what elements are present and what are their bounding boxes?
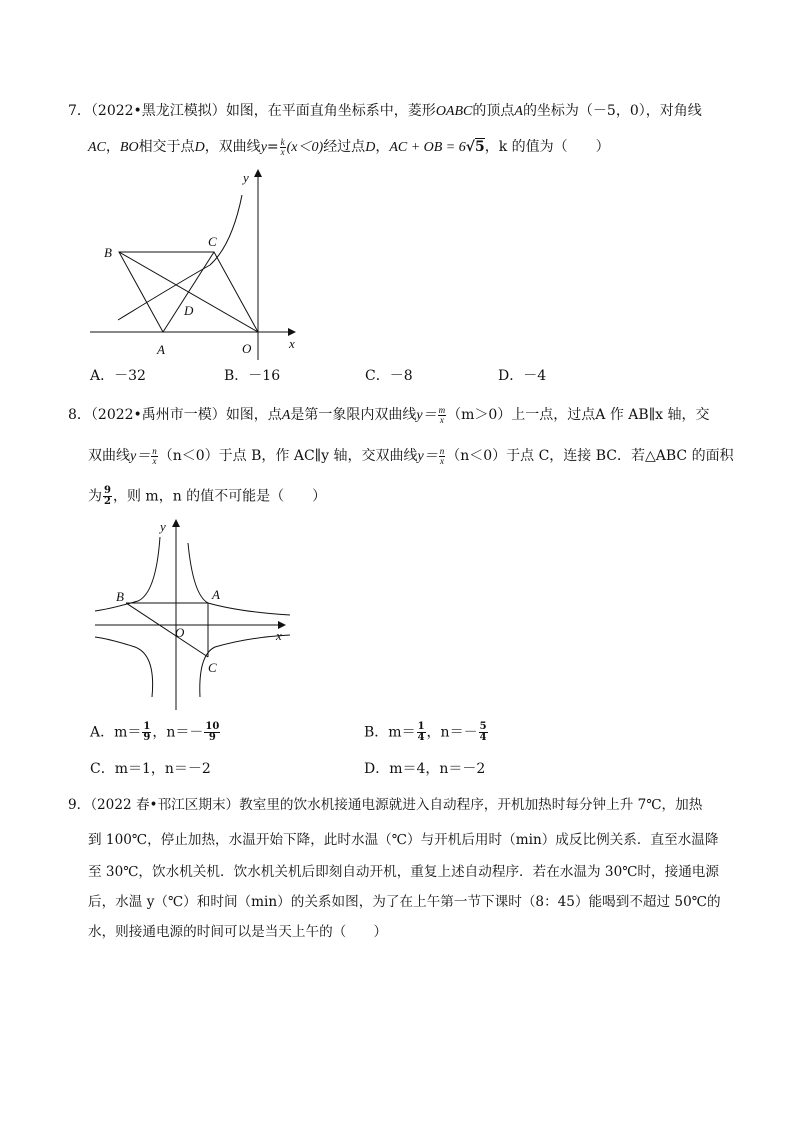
q8-frac-m: m	[438, 404, 446, 415]
q7-label-x: x	[289, 336, 295, 351]
q8-y3: y＝	[417, 449, 438, 464]
q8-opt-a-mid: ，n＝－	[152, 724, 204, 741]
q8-opt-a-m-den: 9	[143, 732, 151, 743]
q8-opt-a-n-num: 10	[205, 721, 220, 732]
q8-y1: y＝	[416, 408, 437, 423]
q8-frac-x: x	[439, 414, 444, 425]
q8-label-c: C	[208, 660, 217, 675]
q7-option-a[interactable]: A．－32	[90, 368, 146, 384]
q8-opt-b-m-den: 4	[417, 732, 425, 743]
q8-opt-a-m-num: 1	[143, 721, 151, 732]
q8-area-den: 2	[104, 496, 111, 507]
q7-figure	[80, 165, 310, 365]
q8-option-d[interactable]: D．m＝4，n＝－2	[364, 761, 486, 777]
q7-line1	[68, 101, 702, 122]
q7-label-b: B	[104, 245, 112, 260]
q8-label-x: x	[276, 628, 282, 643]
q8-text-1b: 是第一象限内双曲线	[290, 407, 417, 423]
q7-sqrt-value: 5	[474, 139, 485, 155]
q8-text-2a: 双曲线	[88, 448, 130, 464]
q7-text: 如图，在平面直角坐标系中，菱形	[225, 103, 436, 119]
q7-text-2c: 经过点	[323, 139, 366, 155]
q7-number: 7．	[68, 103, 91, 119]
q8-label-b: B	[116, 589, 124, 604]
q7-label-a: A	[157, 342, 165, 357]
q7-hyper-k: k	[280, 136, 285, 147]
q8-option-b[interactable]	[364, 722, 489, 743]
q7-label-d: D	[184, 303, 194, 318]
q7-line2: AC，BO相交于点D，双曲线y= $\frac{k}{x}$ (x＜0)经过点D，AC + OB = 6√5，k 的值为（ ）	[88, 136, 610, 157]
q7-sqrt: √5	[465, 139, 485, 155]
q8-line3	[88, 486, 326, 507]
q8-cond-n: （n＜0）于点 B，作 AC∥y 轴，交双曲线	[158, 448, 418, 464]
q9-line2: 到 100℃，停止加热，水温开始下降，此时水温（℃）与开机后用时（min）成反比例关系．直至水温降	[88, 832, 719, 848]
q7-ac: AC	[88, 140, 106, 155]
q7-hyper-x: x	[280, 146, 285, 157]
q8-opt-b-m-num: 1	[417, 721, 425, 732]
q8-opt-a-pre: A．m＝	[90, 724, 142, 741]
q8-source: （2022•禹州市一模）	[90, 407, 226, 423]
q8-opt-b-mid: ，n＝－	[426, 724, 478, 741]
q7-bo: BO	[119, 140, 139, 155]
q7-hyper-cond: (x＜0)	[286, 140, 324, 155]
q8-label-a: A	[212, 587, 220, 602]
q8-point-a: A	[281, 408, 291, 423]
q9-line1: 9．（2022 春•邗江区期末）教室里的饮水机接通电源就进入自动程序，开机加热时每分钟上升 7℃，加热	[68, 797, 703, 813]
q8-text-1a: 如图，点	[225, 407, 282, 423]
q8-label-o: O	[175, 625, 185, 640]
q7-diagonal-bo	[119, 252, 258, 332]
q8-opt-b-n-num: 5	[479, 721, 487, 732]
q9-line4: 后，水温 y（℃）和时间（min）的关系如图，为了在上午第一节下课时（8：45）能喝到不超过 50℃的	[88, 894, 721, 910]
q8-option-c[interactable]: C．m＝1，n＝－2	[90, 761, 211, 777]
q8-hyperbola-q2	[95, 537, 160, 611]
q9-line5: 水，则接通电源的时间可以是当天上午的（ ）	[88, 924, 388, 940]
q8-number: 8．	[68, 407, 91, 423]
q7-label-o: O	[242, 341, 252, 356]
q7-text-2b: ，双曲线	[204, 139, 261, 155]
q8-y2: y＝	[130, 449, 151, 464]
q8-text-3b: ，则 m，n 的值不可能是（ ）	[112, 488, 327, 505]
q8-line1	[68, 405, 710, 426]
q7-label-y: y	[243, 170, 249, 185]
q8-opt-b-pre: B．m＝	[364, 724, 416, 741]
q8-line2	[88, 446, 734, 467]
q8-frac-x3: x	[439, 455, 444, 466]
q7-text-b: 的顶点	[472, 103, 515, 119]
q8-text-1c: A 作 AB∥x 轴，交	[595, 407, 710, 423]
q7-option-d[interactable]: D．－4	[498, 368, 547, 384]
q8-text-3a: 为	[88, 488, 102, 505]
q8-cond-n2: （n＜0）于点 C，连接 BC．若△ABC 的面积	[446, 448, 734, 464]
q8-opt-a-n-den: 9	[208, 732, 216, 743]
q8-option-a[interactable]	[90, 722, 221, 743]
q7-point-d: D	[194, 140, 205, 155]
q7-text-2a: 相交于点	[138, 139, 195, 155]
q7-label-c: C	[208, 234, 217, 249]
q8-frac-n: n	[152, 445, 157, 456]
q7-point-d2: D	[365, 140, 376, 155]
q8-opt-b-n-den: 4	[479, 732, 487, 743]
q7-option-c[interactable]: C．－8	[365, 368, 413, 384]
q8-frac-x2: x	[152, 455, 157, 466]
q7-option-b[interactable]: B．－16	[224, 368, 281, 384]
q7-hyper-y: y	[260, 140, 267, 155]
q7-rhombus: OABC	[435, 104, 473, 119]
q8-hyperbola-q3	[95, 637, 153, 697]
q7-sum-expr: AC + OB = 6	[389, 140, 466, 155]
q9-line3: 至 30℃，饮水机关机．饮水机关机后即刻自动开机，重复上述自动程序．若在水温为 30℃时，接通电源	[88, 864, 719, 880]
q7-point-a: A	[514, 104, 523, 119]
q7-text-c: 的坐标为（－5，0），对角线	[522, 103, 702, 119]
q8-cond-m: （m＞0）上一点，过点	[447, 407, 596, 423]
q7-hyperbola	[118, 195, 242, 320]
q7-source: （2022•黑龙江模拟）	[90, 103, 226, 119]
q8-label-y: y	[160, 519, 166, 534]
q7-text-end: ，k 的值为（ ）	[484, 139, 610, 155]
q8-frac-n2: n	[439, 445, 445, 456]
q8-area-num: 9	[104, 485, 111, 496]
q8-hyperbola-q1	[188, 543, 290, 615]
q8-figure	[90, 515, 295, 715]
